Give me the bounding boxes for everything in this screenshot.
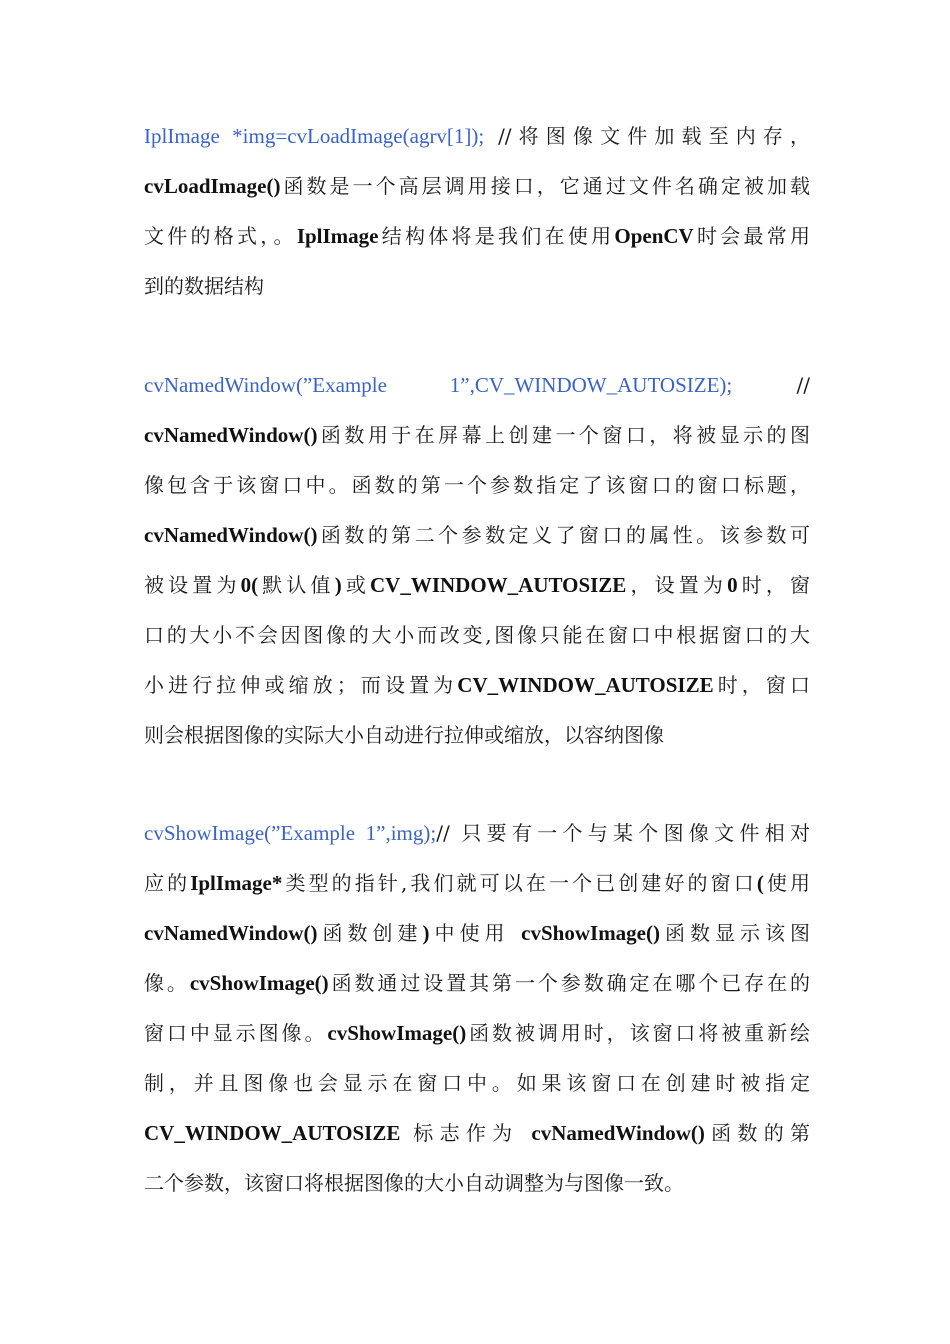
body-text: 时会最常用 (693, 224, 810, 248)
body-text: 口的大小不会因图像的大小而改变,图像只能在窗口中根据窗口的大 (144, 623, 810, 647)
body-text: 函数通过设置其第一个参数确定在哪个已存在的 (328, 971, 810, 995)
body-text: 像包含于该窗口中。函数的第一个参数指定了该窗口的窗口标题， (144, 473, 810, 497)
line (144, 211, 810, 261)
body-text: 则会根据图像的实际大小自动进行拉伸或缩放，以容纳图像 (144, 723, 664, 747)
body-text: 窗口中显示图像。 (144, 1021, 328, 1045)
body-text: 结构体将是我们在使用 (378, 224, 615, 248)
line (144, 710, 810, 760)
body-text: 函数创建 (317, 921, 423, 945)
function-name: cvShowImage() (521, 921, 660, 945)
value-text: ( (756, 871, 764, 895)
body-text: 函数显示该图 (660, 921, 810, 945)
body-text: 制，并且图像也会显示在窗口中。如果该窗口在创建时被指定 (144, 1071, 810, 1095)
code-snippet: cvNamedWindow(”Example 1”,CV_WINDOW_AUTOSIZE); (144, 373, 733, 397)
line (144, 560, 810, 610)
code-snippet: cvShowImage(”Example 1”,img); (144, 821, 437, 845)
line (144, 360, 810, 410)
function-name: cvNamedWindow() (144, 523, 318, 547)
paragraph-cvshowimage (144, 808, 810, 1208)
body-text: 或 (341, 573, 370, 597)
line (144, 1058, 810, 1108)
body-text: 二个参数，该窗口将根据图像的大小自动调整为与图像一致。 (144, 1171, 684, 1195)
body-text: 中使用 (429, 921, 510, 945)
body-text: 时，窗口 (713, 673, 810, 697)
body-text: 应的 (144, 871, 191, 895)
paragraph-cvnamedwindow (144, 360, 810, 760)
function-name: cvShowImage() (189, 971, 329, 995)
body-text: 函数用于在屏幕上创建一个窗口，将被显示的图 (317, 423, 810, 447)
line (144, 261, 810, 311)
line (144, 1158, 810, 1208)
line (144, 610, 810, 660)
paragraph-cvloadimage (144, 111, 810, 311)
body-text: 文件的格式，。 (144, 224, 297, 248)
line (144, 908, 810, 958)
line (144, 161, 810, 211)
value-text: ) (422, 921, 430, 945)
body-text: 默认值 (258, 573, 335, 597)
line (144, 808, 810, 858)
comment-text: //将图像文件加载至内存， (498, 124, 810, 148)
body-text: 到的数据结构 (144, 274, 264, 298)
body-text: 函数的第 (704, 1121, 810, 1145)
line (144, 460, 810, 510)
comment-text: // 只要有一个与某个图像文件相对 (436, 821, 810, 845)
body-text: 像。 (144, 971, 190, 995)
body-text: 使用 (763, 871, 810, 895)
line (144, 111, 810, 161)
line (144, 660, 810, 710)
function-name: cvNamedWindow() (531, 1121, 705, 1145)
code-snippet: IplImage *img=cvLoadImage(agrv[1]); (144, 124, 485, 148)
body-text: 函数是一个高层调用接口，它通过文件名确定被加载 (280, 174, 810, 198)
body-text: 函数的第二个参数定义了窗口的属性。该参数可 (317, 523, 810, 547)
line (144, 958, 810, 1008)
body-text: 时，窗 (737, 573, 810, 597)
value-text: 0( (240, 573, 259, 597)
body-text: ，设置为 (626, 573, 728, 597)
line (144, 1008, 810, 1058)
line (144, 1108, 810, 1158)
body-text: 函数被调用时，该窗口将被重新绘 (466, 1021, 810, 1045)
type-name: IplImage* (190, 871, 283, 895)
body-text: 类型的指针,我们就可以在一个已创建好的窗口 (282, 871, 757, 895)
line (144, 858, 810, 908)
constant-name: CV_WINDOW_AUTOSIZE (369, 573, 627, 597)
body-text: 小进行拉伸或缩放；而设置为 (144, 673, 458, 697)
body-text: 被设置为 (144, 573, 241, 597)
comment-text: // (796, 373, 810, 397)
body-text: 标志作为 (413, 1121, 519, 1145)
line (144, 510, 810, 560)
function-name: cvLoadImage() (144, 174, 281, 198)
library-name: OpenCV (614, 224, 694, 248)
type-name: IplImage (296, 224, 379, 248)
function-name: cvNamedWindow() (144, 921, 318, 945)
function-name: cvNamedWindow() (144, 423, 318, 447)
line (144, 410, 810, 460)
function-name: cvShowImage() (327, 1021, 467, 1045)
value-text: 0 (727, 573, 738, 597)
value-text: ) (334, 573, 342, 597)
constant-name: CV_WINDOW_AUTOSIZE (457, 673, 714, 697)
constant-name: CV_WINDOW_AUTOSIZE (144, 1121, 401, 1145)
